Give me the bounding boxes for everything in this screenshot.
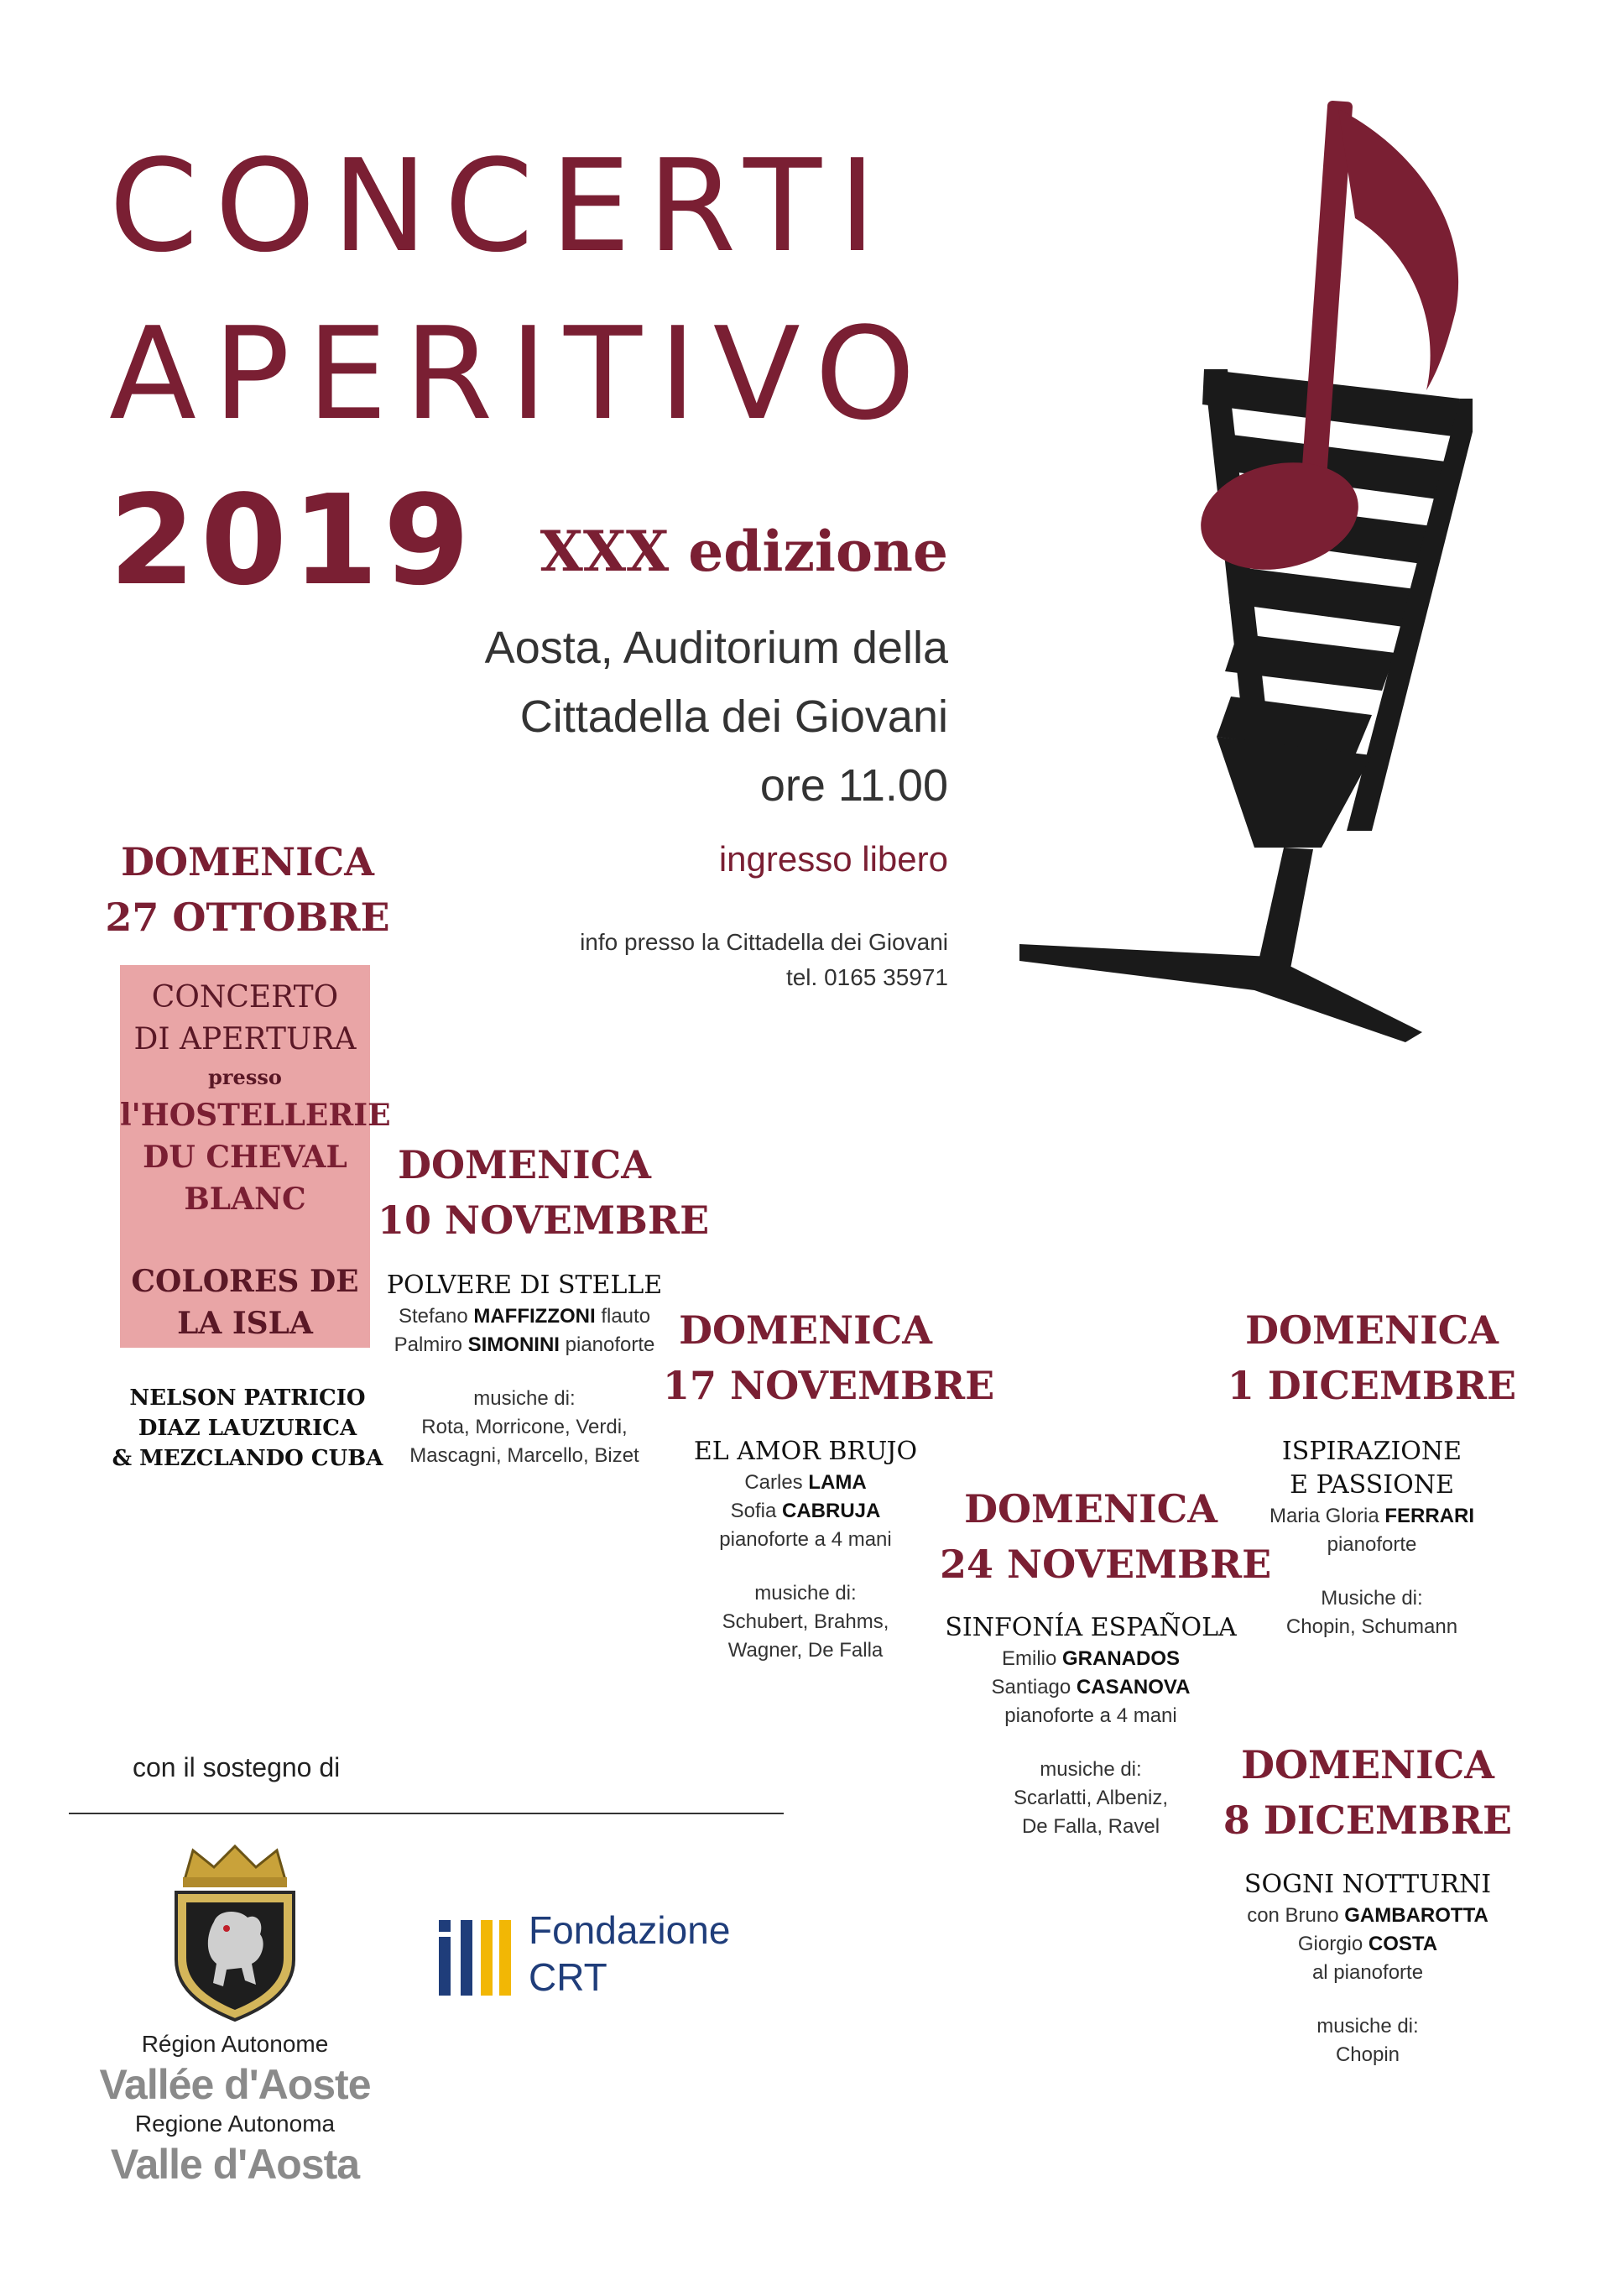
concert-2-day-date: 10 NOVEMBRE [378, 1198, 710, 1243]
crt-logo-icon [439, 1913, 514, 1997]
concert-4-performer-2: Santiago CASANOVA [991, 1676, 1191, 1699]
title-line-1: CONCERTI [109, 132, 893, 280]
concert-2-details [378, 1269, 671, 1470]
title-line-2: APERITIVO [109, 300, 932, 448]
venue-line-2: Cittadella dei Giovani [519, 691, 948, 742]
concert-5-role: pianoforte [1327, 1533, 1417, 1556]
region-name-fr: Vallée d'Aoste [99, 2061, 371, 2108]
concert-6-date [1217, 1737, 1519, 1848]
concert-4-music-2: De Falla, Ravel [1021, 1815, 1160, 1838]
concert-5-date [1221, 1302, 1523, 1413]
music-note-glass-icon [1003, 92, 1473, 1057]
concert-6-role: al pianoforte [1311, 1961, 1424, 1984]
concert-2-music-1: Rota, Morricone, Verdi, [421, 1416, 628, 1438]
region-name-it-small: Regione Autonoma [134, 2111, 336, 2137]
artists-line-1: NELSON PATRICIO [129, 1385, 366, 1411]
info-phone: tel. 0165 35971 [785, 964, 948, 990]
concert-5-music-1: Chopin, Schumann [1285, 1615, 1458, 1638]
concert-2-music-2: Mascagni, Marcello, Bizet [409, 1444, 639, 1467]
concert-6-performer-2: Giorgio COSTA [1297, 1933, 1438, 1955]
concert-6-details [1225, 1868, 1510, 2069]
concert-3-day-date: 17 NOVEMBRE [663, 1363, 995, 1408]
concert-5-day-date: 1 DICEMBRE [1227, 1363, 1517, 1408]
concert-6-day-date: 8 DICEMBRE [1223, 1798, 1513, 1843]
crt-line-1: Fondazione [529, 1908, 731, 1952]
concert-6-music-1: Chopin [1335, 2043, 1400, 2066]
region-name-it: Valle d'Aosta [110, 2141, 360, 2188]
concert-4-performer-1: Emilio GRANADOS [1001, 1647, 1181, 1670]
box-hotel-3: BLANC [184, 1182, 306, 1217]
crt-name [529, 1907, 730, 2001]
venue-line-1: Aosta, Auditorium della [484, 623, 948, 673]
region-coat-of-arms-icon [168, 1842, 302, 2022]
box-presso: presso [208, 1065, 282, 1089]
title-year: 2019 [109, 468, 475, 613]
info-line-1: info presso la Cittadella dei Giovani [580, 929, 948, 955]
edition-label: XXX edizione [540, 519, 948, 584]
box-line-1: CONCERTO [151, 980, 339, 1015]
concert-1-day-date: 27 OTTOBRE [105, 895, 390, 940]
concert-4-day: DOMENICA [964, 1486, 1217, 1532]
concert-3-music-2: Wagner, De Falla [727, 1639, 884, 1662]
concert-3-music-label: musiche di: [754, 1582, 857, 1605]
concert-4-music-1: Scarlatti, Albeniz, [1013, 1787, 1169, 1809]
entry-info: ingresso libero [718, 839, 948, 879]
concert-4-details [940, 1611, 1242, 1841]
box-hotel-1: l'HOSTELLERIE [120, 1098, 391, 1133]
concert-6-show: SOGNI NOTTURNI [1243, 1870, 1492, 1899]
support-divider [69, 1813, 784, 1814]
concert-2-date [378, 1137, 710, 1248]
box-line-2: DI APERTURA [133, 1022, 357, 1057]
concert-3-date [663, 1302, 995, 1413]
concert-6-day: DOMENICA [1241, 1742, 1494, 1787]
concert-5-show-1: ISPIRAZIONE [1281, 1437, 1462, 1466]
concert-4-show: SINFONÍA ESPAÑOLA [945, 1613, 1237, 1642]
artists-line-2: DIAZ LAUZURICA [138, 1416, 357, 1441]
concert-2-music-label: musiche di: [473, 1387, 576, 1410]
concert-1-date [101, 834, 394, 945]
concert-time: ore 11.00 [759, 760, 948, 811]
box-show-1: COLORES DE [131, 1264, 359, 1299]
concert-5-performer-1: Maria Gloria FERRARI [1269, 1505, 1475, 1527]
concert-2-performer-2: Palmiro SIMONINI pianoforte [394, 1333, 655, 1356]
concert-6-performer-1: con Bruno GAMBAROTTA [1247, 1904, 1488, 1927]
concert-4-day-date: 24 NOVEMBRE [940, 1542, 1272, 1587]
region-name-fr-small: Région Autonome [141, 2031, 329, 2057]
concert-3-role: pianoforte a 4 mani [719, 1528, 892, 1551]
concert-3-details [671, 1435, 940, 1665]
concert-2-day: DOMENICA [398, 1142, 651, 1187]
concert-4-music-label: musiche di: [1040, 1758, 1142, 1781]
concert-4-role: pianoforte a 4 mani [1004, 1704, 1177, 1727]
support-label: con il sostegno di [133, 1752, 341, 1782]
concert-3-performer-2: Sofia CABRUJA [730, 1500, 881, 1522]
concert-1-day: DOMENICA [121, 839, 374, 884]
box-show-2: LA ISLA [177, 1306, 313, 1341]
box-hotel-2: DU CHEVAL [143, 1140, 347, 1175]
concert-5-details [1229, 1435, 1515, 1641]
concert-3-music-1: Schubert, Brahms, [722, 1610, 889, 1633]
concert-2-performer-1: Stefano MAFFIZZONI flauto [398, 1305, 651, 1328]
concert-5-show-2: E PASSIONE [1290, 1470, 1454, 1500]
concert-3-show: EL AMOR BRUJO [693, 1437, 918, 1466]
concert-1-artists [109, 1383, 386, 1474]
artists-line-3: & MEZCLANDO CUBA [112, 1446, 383, 1471]
concert-5-day: DOMENICA [1245, 1307, 1499, 1353]
crt-line-2: CRT [529, 1955, 607, 1999]
concert-4-date [940, 1481, 1272, 1592]
opening-concert-box [120, 965, 391, 1348]
concert-3-performer-1: Carles LAMA [744, 1471, 867, 1494]
concert-6-music-label: musiche di: [1316, 2015, 1419, 2038]
concert-3-day: DOMENICA [679, 1307, 932, 1353]
concert-5-music-label: Musiche di: [1321, 1587, 1423, 1610]
concert-2-show: POLVERE DI STELLE [386, 1271, 663, 1300]
